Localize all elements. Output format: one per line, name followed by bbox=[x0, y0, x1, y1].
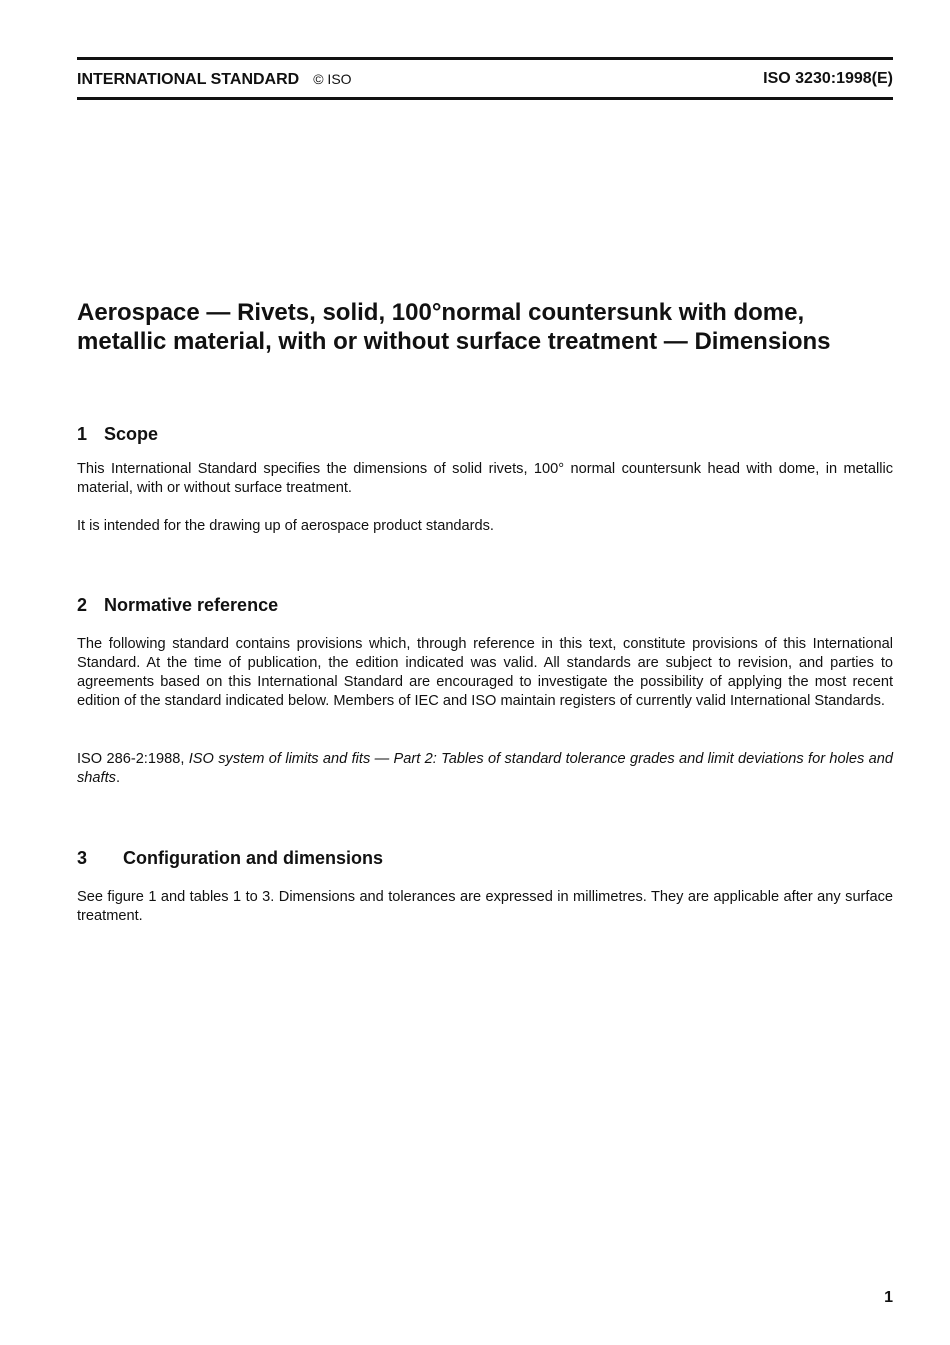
header-bottom-rule bbox=[77, 97, 893, 100]
section-number: 1 bbox=[77, 424, 88, 444]
section-number: 3 bbox=[77, 848, 88, 868]
document-header bbox=[77, 68, 893, 90]
section-scope bbox=[77, 423, 893, 534]
section-heading-configuration bbox=[77, 847, 893, 869]
scope-paragraph-2: It is intended for the drawing up of aerospace product standards. bbox=[77, 518, 494, 534]
citation-end: . bbox=[115, 770, 120, 786]
normative-reference-citation bbox=[77, 750, 893, 788]
section-heading-normative-reference bbox=[77, 594, 893, 616]
standard-label: INTERNATIONAL STANDARD bbox=[77, 71, 300, 88]
section-title: Scope bbox=[104, 424, 159, 444]
page-number: 1 bbox=[884, 1289, 893, 1306]
section-normative-reference bbox=[77, 594, 893, 786]
normative-reference-paragraph: The following standard contains provisions which, through reference in this text, constitute provisions of this International Standard. At the time of publication, the edition indicated was valid. All standards are subject to revision, and parties to agreements based on this International Standard are encouraged to investigate the possibility of applying the most recent edition of the standard indicated below. Members of IEC and ISO maintain registers of currently valid International Standards. bbox=[77, 636, 893, 709]
section-configuration bbox=[77, 847, 893, 924]
section-number: 2 bbox=[77, 595, 88, 615]
section-title: Configuration and dimensions bbox=[123, 848, 383, 868]
citation-id: ISO 286-2:1988, bbox=[77, 751, 185, 767]
section-heading-scope bbox=[77, 423, 893, 445]
section-title: Normative reference bbox=[104, 595, 279, 615]
scope-paragraph-1: This International Standard specifies the dimensions of solid rivets, 100° normal countersunk head with dome, in metallic material, with or without surface treatment. bbox=[77, 461, 893, 496]
header-top-rule bbox=[77, 57, 893, 60]
copyright-notice: © ISO bbox=[313, 71, 352, 87]
standard-reference: ISO 3230:1998(E) bbox=[763, 70, 893, 87]
citation-title: ISO system of limits and fits — Part 2: Tables of standard tolerance grades and limit deviations for holes and shafts bbox=[77, 751, 893, 786]
title-line-1: Aerospace — Rivets, solid, 100°normal countersunk with dome, bbox=[77, 299, 805, 326]
configuration-paragraph: See figure 1 and tables 1 to 3. Dimensions and tolerances are expressed in millimetres. They are applicable after any surface treatment. bbox=[77, 889, 893, 924]
title-line-2: metallic material, with or without surface treatment — Dimensions bbox=[77, 328, 831, 355]
document-title bbox=[77, 298, 893, 356]
